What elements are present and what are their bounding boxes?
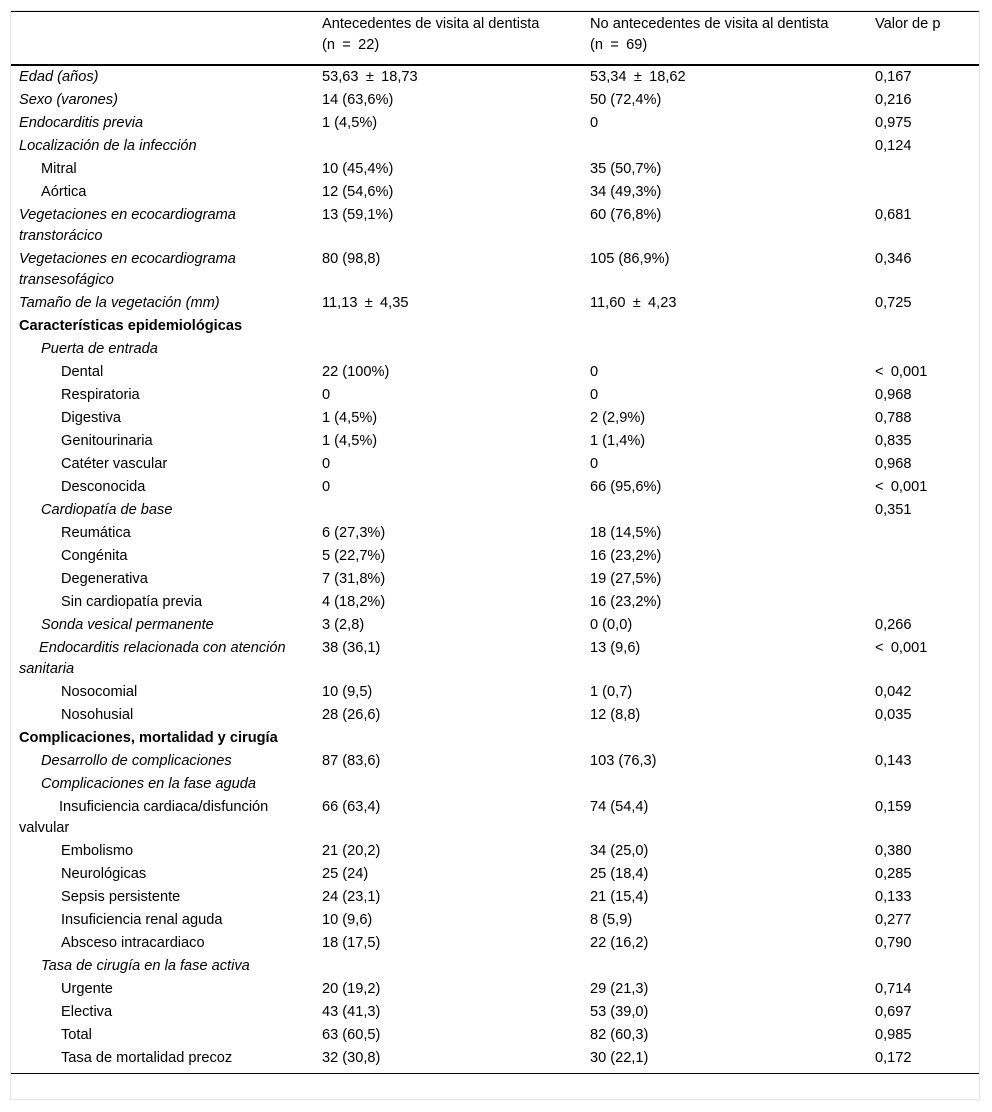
- row-label: Nosohusial: [61, 707, 134, 723]
- row-label: Tasa de cirugía en la fase activa: [41, 958, 250, 974]
- table-row: [11, 338, 979, 361]
- cell-dentist: 25 (24): [322, 866, 369, 882]
- cell-no-dentist: 16 (23,2%): [590, 548, 662, 564]
- row-label: Endocarditis previa: [19, 115, 144, 131]
- table-row: [11, 361, 979, 384]
- table-row: [11, 1001, 979, 1024]
- cell-dentist: [314, 955, 582, 978]
- table-row: [11, 796, 979, 840]
- cell-dentist: 0: [322, 479, 331, 495]
- header-no-dentist-visit: No antecedentes de visita al dentista (n = 69): [590, 16, 829, 53]
- cell-no-dentist: 30 (22,1): [590, 1050, 649, 1066]
- table-row: [11, 840, 979, 863]
- row-label: Digestiva: [61, 410, 122, 426]
- table-row: [11, 476, 979, 499]
- cell-dentist: 28 (26,6): [322, 707, 381, 723]
- table-row: [11, 681, 979, 704]
- cell-no-dentist: 82 (60,3): [590, 1027, 649, 1043]
- row-label: Cardiopatía de base: [41, 502, 173, 518]
- table-row: [11, 204, 979, 248]
- cell-p: 0,167: [875, 69, 912, 85]
- row-label: Tamaño de la vegetación (mm): [19, 295, 220, 311]
- row-label: Edad (años): [19, 69, 99, 85]
- cell-dentist: 18 (17,5): [322, 935, 381, 951]
- cell-dentist: 1 (4,5%): [322, 410, 378, 426]
- row-label: Vegetaciones en ecocardiograma transesofágico: [19, 251, 236, 288]
- cell-dentist: 14 (63,6%): [322, 92, 394, 108]
- row-label: Sepsis persistente: [61, 889, 181, 905]
- cell-no-dentist: 16 (23,2%): [590, 594, 662, 610]
- row-label: Complicaciones en la fase aguda: [41, 776, 256, 792]
- cell-p: [867, 591, 979, 614]
- cell-no-dentist: [582, 773, 867, 796]
- cell-p: [867, 545, 979, 568]
- table-row: [11, 568, 979, 591]
- row-label: Nosocomial: [61, 684, 138, 700]
- table-row: [11, 384, 979, 407]
- cell-no-dentist: 21 (15,4): [590, 889, 649, 905]
- cell-no-dentist: [582, 727, 867, 750]
- cell-p: 0,968: [875, 456, 912, 472]
- cell-dentist: 10 (9,5): [322, 684, 373, 700]
- cell-p: [867, 568, 979, 591]
- cell-p: 0,216: [875, 92, 912, 108]
- cell-p: 0,172: [875, 1050, 912, 1066]
- table-header-row: [11, 11, 979, 65]
- table-row: [11, 955, 979, 978]
- cell-no-dentist: 19 (27,5%): [590, 571, 662, 587]
- cell-dentist: 22 (100%): [322, 364, 390, 380]
- cell-p: 0,133: [875, 889, 912, 905]
- row-label: Neurológicas: [61, 866, 147, 882]
- cell-dentist: 4 (18,2%): [322, 594, 386, 610]
- row-label: Reumática: [61, 525, 131, 541]
- table-row: [11, 453, 979, 476]
- table-row: [11, 591, 979, 614]
- cell-p: [867, 727, 979, 750]
- cell-dentist: [314, 773, 582, 796]
- cell-dentist: 3 (2,8): [322, 617, 365, 633]
- cell-no-dentist: 12 (8,8): [590, 707, 641, 723]
- cell-no-dentist: 2 (2,9%): [590, 410, 646, 426]
- comparison-table: [11, 11, 979, 1073]
- cell-no-dentist: [582, 499, 867, 522]
- cell-dentist: 1 (4,5%): [322, 433, 378, 449]
- cell-dentist: 5 (22,7%): [322, 548, 386, 564]
- row-label: Localización de la infección: [19, 138, 197, 154]
- cell-p: [867, 955, 979, 978]
- cell-p: 0,835: [875, 433, 912, 449]
- row-label: Aórtica: [41, 184, 87, 200]
- row-label: Absceso intracardiaco: [61, 935, 205, 951]
- cell-dentist: 32 (30,8): [322, 1050, 381, 1066]
- section-heading: Características epidemiológicas: [19, 318, 243, 334]
- cell-p: [867, 773, 979, 796]
- table-row: [11, 112, 979, 135]
- cell-p: 0,788: [875, 410, 912, 426]
- cell-dentist: 0: [322, 456, 331, 472]
- cell-no-dentist: 13 (9,6): [590, 640, 641, 656]
- cell-no-dentist: 0: [590, 115, 599, 131]
- cell-p: < 0,001: [875, 640, 928, 656]
- cell-dentist: 1 (4,5%): [322, 115, 378, 131]
- section-row: [11, 315, 979, 338]
- row-label: Urgente: [61, 981, 113, 997]
- cell-no-dentist: [582, 315, 867, 338]
- header-empty-cell: [11, 11, 314, 65]
- section-row: [11, 727, 979, 750]
- row-label: Tasa de mortalidad precoz: [61, 1050, 233, 1066]
- cell-dentist: 43 (41,3): [322, 1004, 381, 1020]
- table-bottom-rule: [11, 1073, 979, 1074]
- cell-no-dentist: 1 (0,7): [590, 684, 633, 700]
- table-row: [11, 545, 979, 568]
- table-row: [11, 522, 979, 545]
- cell-no-dentist: 0: [590, 456, 599, 472]
- cell-dentist: 21 (20,2): [322, 843, 381, 859]
- row-label: Embolismo: [61, 843, 134, 859]
- row-label: Respiratoria: [61, 387, 140, 403]
- cell-dentist: 53,63 ± 18,73: [322, 69, 418, 85]
- cell-dentist: [314, 135, 582, 158]
- row-label: Mitral: [41, 161, 77, 177]
- table-row: [11, 499, 979, 522]
- row-label: Degenerativa: [61, 571, 148, 587]
- header-dentist-visit: Antecedentes de visita al dentista (n = 22): [322, 16, 540, 53]
- row-label: Sin cardiopatía previa: [61, 594, 203, 610]
- row-label: Genitourinaria: [61, 433, 153, 449]
- cell-dentist: 38 (36,1): [322, 640, 381, 656]
- cell-dentist: 7 (31,8%): [322, 571, 386, 587]
- table-row: [11, 750, 979, 773]
- row-label: Endocarditis relacionada con atención sanitaria: [19, 640, 286, 677]
- cell-no-dentist: 0: [590, 364, 599, 380]
- cell-dentist: 6 (27,3%): [322, 525, 386, 541]
- cell-no-dentist: 60 (76,8%): [590, 207, 662, 223]
- row-label: Desarrollo de complicaciones: [41, 753, 232, 769]
- cell-p: 0,975: [875, 115, 912, 131]
- table-row: [11, 978, 979, 1001]
- cell-no-dentist: 74 (54,4): [590, 799, 649, 815]
- cell-p: 0,351: [875, 502, 912, 518]
- cell-no-dentist: 53,34 ± 18,62: [590, 69, 686, 85]
- table-row: [11, 89, 979, 112]
- table-row: [11, 1047, 979, 1073]
- cell-p: 0,285: [875, 866, 912, 882]
- cell-no-dentist: 22 (16,2): [590, 935, 649, 951]
- cell-p: 0,266: [875, 617, 912, 633]
- row-label: Insuficiencia cardiaca/disfunción valvular: [19, 799, 269, 836]
- cell-no-dentist: 8 (5,9): [590, 912, 633, 928]
- table-row: [11, 932, 979, 955]
- cell-dentist: 20 (19,2): [322, 981, 381, 997]
- cell-p: 0,968: [875, 387, 912, 403]
- cell-p: 0,346: [875, 251, 912, 267]
- row-label: Dental: [61, 364, 104, 380]
- cell-p: < 0,001: [875, 479, 928, 495]
- cell-p: [867, 181, 979, 204]
- cell-dentist: [314, 315, 582, 338]
- table-row: [11, 292, 979, 315]
- cell-dentist: 80 (98,8): [322, 251, 381, 267]
- cell-no-dentist: 35 (50,7%): [590, 161, 662, 177]
- cell-p: [867, 158, 979, 181]
- row-label: Sexo (varones): [19, 92, 118, 108]
- cell-dentist: 12 (54,6%): [322, 184, 394, 200]
- cell-dentist: 0: [322, 387, 331, 403]
- table-row: [11, 158, 979, 181]
- cell-no-dentist: [582, 338, 867, 361]
- cell-p: 0,725: [875, 295, 912, 311]
- table-row: [11, 909, 979, 932]
- cell-p: 0,985: [875, 1027, 912, 1043]
- table-row: [11, 637, 979, 681]
- cell-p: 0,042: [875, 684, 912, 700]
- table-row: [11, 181, 979, 204]
- cell-no-dentist: [582, 955, 867, 978]
- row-label: Vegetaciones en ecocardiograma transtorácico: [19, 207, 236, 244]
- cell-no-dentist: 53 (39,0): [590, 1004, 649, 1020]
- cell-p: 0,714: [875, 981, 912, 997]
- table-row: [11, 863, 979, 886]
- row-label: Catéter vascular: [61, 456, 168, 472]
- cell-dentist: [314, 727, 582, 750]
- cell-no-dentist: 34 (25,0): [590, 843, 649, 859]
- cell-no-dentist: 103 (76,3): [590, 753, 657, 769]
- table-row: [11, 704, 979, 727]
- row-label: Electiva: [61, 1004, 113, 1020]
- table-row: [11, 1024, 979, 1047]
- cell-p: 0,697: [875, 1004, 912, 1020]
- cell-no-dentist: 0 (0,0): [590, 617, 633, 633]
- table-row: [11, 430, 979, 453]
- cell-no-dentist: 105 (86,9%): [590, 251, 670, 267]
- cell-dentist: 10 (45,4%): [322, 161, 394, 177]
- row-label: Total: [61, 1027, 92, 1043]
- table-row: [11, 614, 979, 637]
- table-row: [11, 407, 979, 430]
- cell-no-dentist: 11,60 ± 4,23: [590, 295, 677, 311]
- cell-p: 0,681: [875, 207, 912, 223]
- cell-no-dentist: 29 (21,3): [590, 981, 649, 997]
- cell-no-dentist: 66 (95,6%): [590, 479, 662, 495]
- cell-no-dentist: 18 (14,5%): [590, 525, 662, 541]
- row-label: Insuficiencia renal aguda: [61, 912, 223, 928]
- cell-p: 0,790: [875, 935, 912, 951]
- cell-p: 0,159: [875, 799, 912, 815]
- cell-dentist: 11,13 ± 4,35: [322, 295, 409, 311]
- cell-no-dentist: 0: [590, 387, 599, 403]
- cell-dentist: 87 (83,6): [322, 753, 381, 769]
- cell-p: < 0,001: [875, 364, 928, 380]
- row-label: Congénita: [61, 548, 128, 564]
- row-label: Sonda vesical permanente: [41, 617, 214, 633]
- section-heading: Complicaciones, mortalidad y cirugía: [19, 730, 278, 746]
- cell-no-dentist: 1 (1,4%): [590, 433, 646, 449]
- row-label: Desconocida: [61, 479, 146, 495]
- cell-dentist: 13 (59,1%): [322, 207, 394, 223]
- cell-no-dentist: 34 (49,3%): [590, 184, 662, 200]
- cell-p: 0,380: [875, 843, 912, 859]
- cell-dentist: 66 (63,4): [322, 799, 381, 815]
- cell-no-dentist: 25 (18,4): [590, 866, 649, 882]
- cell-p: [867, 315, 979, 338]
- table-row: [11, 248, 979, 292]
- table-row: [11, 886, 979, 909]
- cell-p: 0,035: [875, 707, 912, 723]
- cell-no-dentist: 50 (72,4%): [590, 92, 662, 108]
- header-p-value: Valor de p: [875, 16, 941, 32]
- cell-p: 0,143: [875, 753, 912, 769]
- cell-dentist: [314, 338, 582, 361]
- cell-dentist: 63 (60,5): [322, 1027, 381, 1043]
- table-row: [11, 135, 979, 158]
- cell-dentist: 24 (23,1): [322, 889, 381, 905]
- table-row: [11, 65, 979, 89]
- cell-p: 0,277: [875, 912, 912, 928]
- cell-p: 0,124: [875, 138, 912, 154]
- cell-dentist: [314, 499, 582, 522]
- cell-p: [867, 522, 979, 545]
- cell-no-dentist: [582, 135, 867, 158]
- cell-dentist: 10 (9,6): [322, 912, 373, 928]
- cell-p: [867, 338, 979, 361]
- table-row: [11, 773, 979, 796]
- row-label: Puerta de entrada: [41, 341, 158, 357]
